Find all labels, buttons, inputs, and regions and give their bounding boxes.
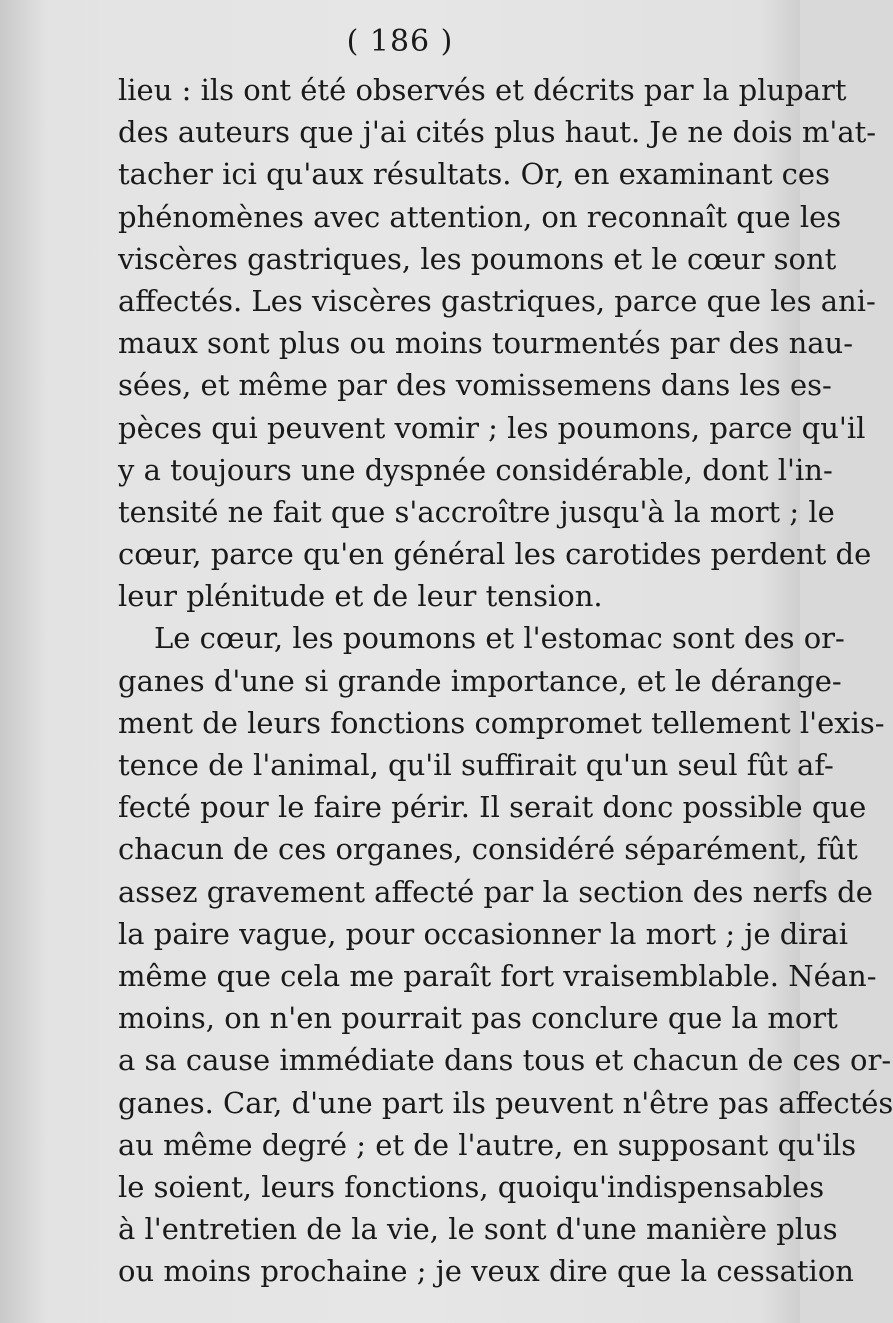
text-line: assez gravement affecté par la section des nerfs de: [118, 874, 873, 909]
text-line: pèces qui peuvent vomir ; les poumons, parce qu'il: [118, 410, 866, 445]
text-line: affectés. Les viscères gastriques, parce que les ani-: [118, 283, 876, 318]
text-line: au même degré ; et de l'autre, en supposant qu'ils: [118, 1127, 857, 1162]
text-line: y a toujours une dyspnée considérable, dont l'in-: [118, 452, 833, 487]
text-line: sées, et même par des vomissemens dans les es-: [118, 368, 832, 403]
page-number: ( 186 ): [346, 24, 454, 59]
text-line: leur plénitude et de leur tension.: [118, 579, 603, 614]
paragraph-1: [118, 69, 877, 617]
text-line: maux sont plus ou moins tourmentés par des nau-: [118, 326, 854, 361]
text-line: ou moins prochaine ; je veux dire que la cessation: [118, 1254, 854, 1289]
text-line: moins, on n'en pourrait pas conclure que la mort: [118, 1001, 838, 1036]
text-line: ganes d'une si grande importance, et le dérange-: [118, 663, 842, 698]
text-line: à l'entretien de la vie, le sont d'une manière plus: [118, 1212, 838, 1247]
text-line: la paire vague, pour occasionner la mort ; je dirai: [118, 916, 848, 951]
text-line: a sa cause immédiate dans tous et chacun de ces or-: [118, 1043, 892, 1078]
text-line: tensité ne fait que s'accroître jusqu'à la mort ; le: [118, 494, 835, 529]
text-line: tence de l'animal, qu'il suffirait qu'un seul fût af-: [118, 748, 834, 782]
text-line: Le cœur, les poumons et l'estomac sont des or-: [154, 621, 845, 656]
text-line: le soient, leurs fonctions, quoiqu'indispensables: [118, 1169, 825, 1204]
text-line: phénomènes avec attention, on reconnaît que les: [118, 199, 842, 234]
text-line: lieu : ils ont été observés et décrits par la plupart: [118, 73, 847, 107]
text-line: ment de leurs fonctions compromet tellement l'exis-: [118, 705, 885, 740]
text-line: même que cela me paraît fort vraisemblable. Néan-: [118, 958, 877, 993]
text-line: chacun de ces organes, considéré séparément, fût: [118, 832, 858, 867]
page-body: [118, 69, 893, 1292]
text-line: ganes. Car, d'une part ils peuvent n'être pas affectés: [118, 1085, 893, 1120]
text-line: fecté pour le faire périr. Il serait donc possible que: [118, 790, 867, 825]
text-line: des auteurs que j'ai cités plus haut. Je ne dois m'at-: [118, 115, 877, 150]
paragraph-2: [118, 617, 893, 1292]
text-line: tacher ici qu'aux résultats. Or, en examinant ces: [118, 157, 830, 192]
text-line: viscères gastriques, les poumons et le cœur sont: [118, 241, 837, 276]
text-line: cœur, parce qu'en général les carotides perdent de: [118, 537, 872, 572]
